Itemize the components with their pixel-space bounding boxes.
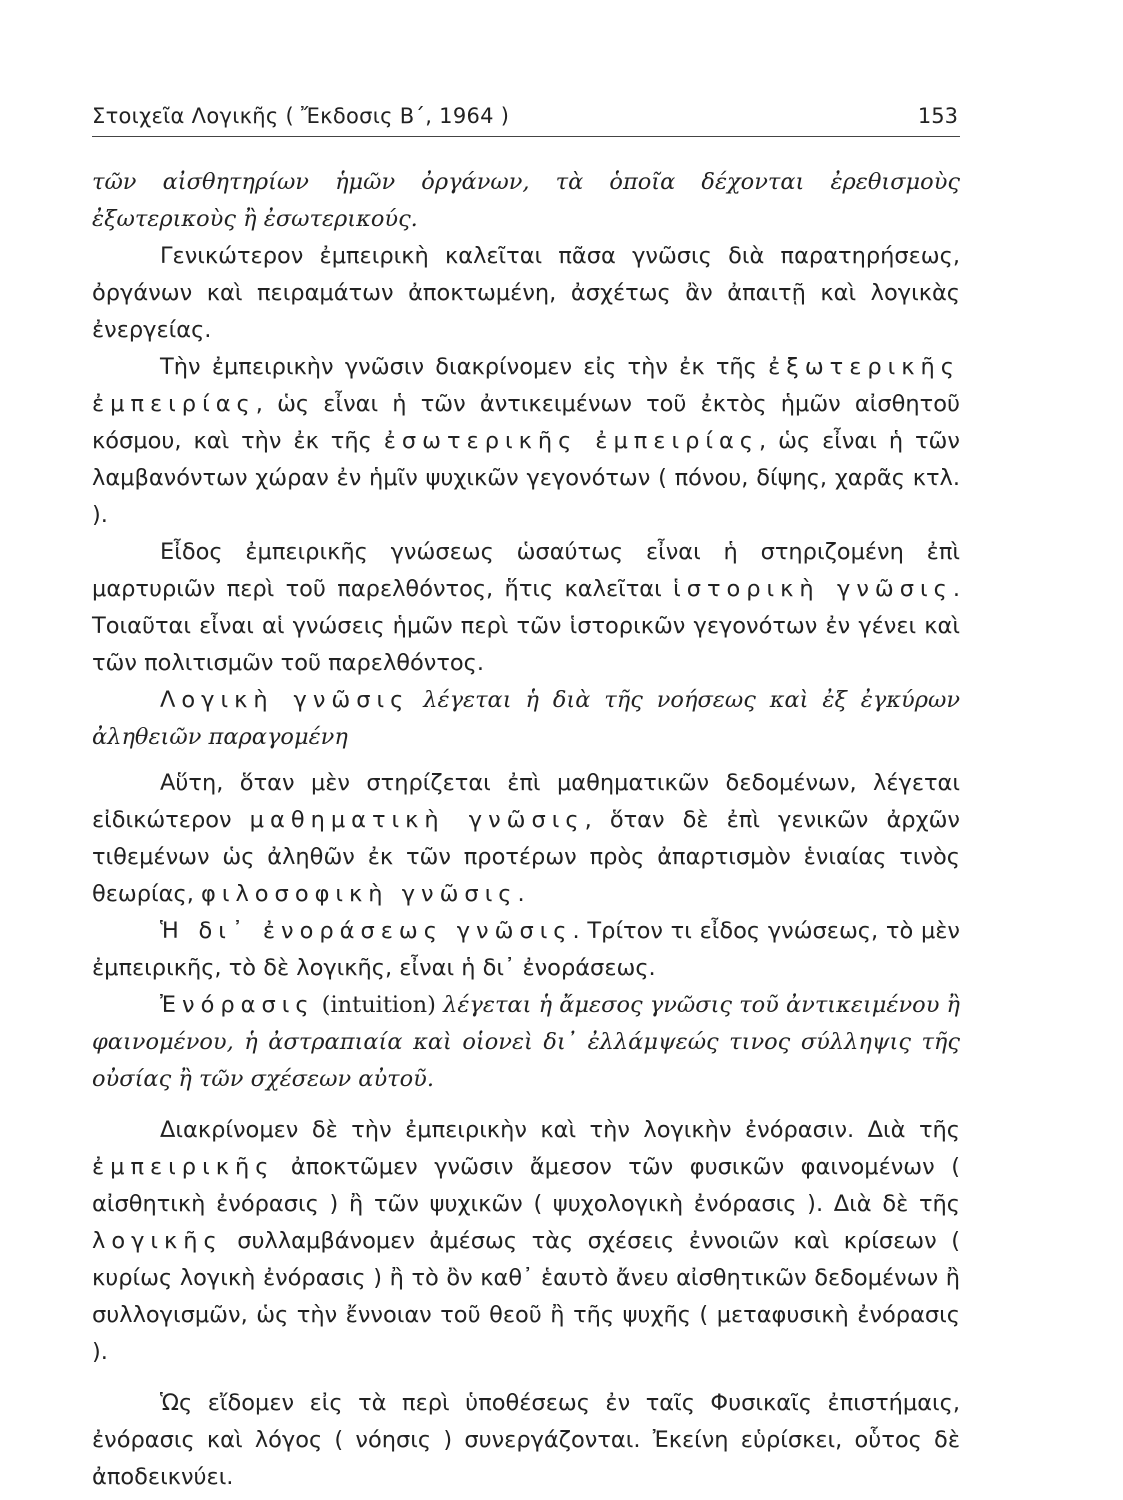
term-mathematical-knowledge: μαθηματικὴ γνῶσις <box>249 807 585 833</box>
paragraph-continuation: τῶν αἰσθητηρίων ἡμῶν ὀργάνων, τὰ ὁποῖα δέχονται ἐρεθισμοὺς ἐξωτερικοὺς ἢ ἐσωτερικούς. <box>92 169 960 232</box>
term-internal-experience: ἐσωτερικῆς ἐμπειρίας <box>383 428 760 454</box>
paragraph-math-philosophy <box>92 765 960 913</box>
text-segment: . Τρίτον τι εἶδος γνώσεως, τὸ μὲν ἐμπειρικῆς, τὸ δὲ λογικῆς, εἶναι ἡ δι᾿ ἐνοράσεως. <box>92 918 960 981</box>
term-logical-knowledge: Λογικὴ γνῶσις <box>160 687 410 713</box>
text-segment: συλλαμβάνομεν ἀμέσως τὰς σχέσεις ἐννοιῶν καὶ κρίσεων ( κυρίως λογικὴ ἐνόρασις ) ἢ τὸ ὂν καθ᾿ ἑαυτὸ ἄνευ αἰσθητικῶν δεδομένων ἢ συλλογισμῶν, ὡς τὴν ἔννοιαν τοῦ θεοῦ ἢ τῆς ψυχῆς ( μεταφυσικὴ ἐνόρασις ). <box>92 1228 960 1365</box>
paragraph-empirical-types <box>92 349 960 534</box>
paragraph-empirical-general: Γενικώτερον ἐμπειρικὴ καλεῖται πᾶσα γνῶσις διὰ παρατηρήσεως, ὀργάνων καὶ πειραμάτων ἀποκτωμένη, ἀσχέτως ἂν ἀπαιτῇ καὶ λογικὰς ἐνεργείας. <box>92 243 960 343</box>
term-philosophical-knowledge: φιλοσοφικὴ γνῶσις <box>201 881 518 907</box>
text-segment: . <box>517 881 525 907</box>
paragraph-intuition-definition <box>92 987 960 1098</box>
term-logical: λογικῆς <box>92 1228 223 1254</box>
text-segment: Τὴν ἐμπειρικὴν γνῶσιν διακρίνομεν εἰς τὴν ἐκ τῆς <box>160 354 769 380</box>
paragraph-intuitive-knowledge <box>92 913 960 987</box>
term-intuition: Ἐνόρασις <box>160 992 315 1018</box>
definition-intuition: λέγεται ἡ ἄμεσος γνῶσις τοῦ ἀντικειμένου ἢ φαινομένου, ἡ ἀστραπιαία καὶ οἱονεὶ δι᾿ ἐλλάμψεώς τινος σύλληψις τῆς οὐσίας ἢ τῶν σχέσεων αὐτοῦ. <box>92 992 961 1092</box>
term-empirical: ἐμπειρικῆς <box>92 1154 275 1180</box>
paragraph-historical-knowledge <box>92 534 960 682</box>
text-segment: . Τοιαῦται εἶναι αἱ γνώσεις ἡμῶν περὶ τῶν ἱστορικῶν γεγονότων ἐν γένει καὶ τῶν πολιτισμῶν τοῦ παρελθόντος. <box>92 576 960 676</box>
page-number: 153 <box>917 104 958 128</box>
paragraph-conclusion: Ὡς εἴδομεν εἰς τὰ περὶ ὑποθέσεως ἐν ταῖς Φυσικαῖς ἐπιστήμαις, ἐνόρασις καὶ λόγος ( νόησις ) συνεργάζονται. Ἐκείνη εὑρίσκει, οὗτος δὲ ἀποδεικνύει. <box>92 1390 960 1490</box>
term-external-experience: ἐξωτερικῆς ἐμπειρίας <box>92 354 960 417</box>
page-body <box>92 164 960 1496</box>
running-header <box>92 98 960 137</box>
term-intuition-latin: (intuition) <box>314 992 444 1018</box>
text-segment: ἀποκτῶμεν γνῶσιν ἄμεσον τῶν φυσικῶν φαινομένων ( αἰσθητικὴ ἐνόρασις ) ἢ τῶν ψυχικῶν ( ψυχολογικὴ ἐνόρασις ). Διὰ δὲ τῆς <box>92 1154 960 1217</box>
text-segment: Διακρίνομεν δὲ τὴν ἐμπειρικὴν καὶ τὴν λογικὴν ἐνόρασιν. Διὰ τῆς <box>160 1117 960 1143</box>
definition-logical-knowledge: λέγεται ἡ διὰ τῆς νοήσεως καὶ ἐξ ἐγκύρων ἀληθειῶν παραγομένη <box>92 687 960 750</box>
term-intuitive-knowledge: Ἡ δι᾿ ἐνοράσεως γνῶσις <box>160 918 573 944</box>
text-segment: , ὡς εἶναι ἡ τῶν ἀντικειμένων τοῦ ἐκτὸς ἡμῶν αἰσθητοῦ κόσμου, καὶ τὴν ἐκ τῆς <box>92 391 960 454</box>
text-segment: Αὕτη, ὅταν μὲν στηρίζεται ἐπὶ μαθηματικῶν δεδομένων, λέγεται εἰδικώτερον <box>92 770 960 833</box>
term-historical-knowledge: ἱστορικὴ γνῶσις <box>673 576 953 602</box>
header-title: Στοιχεῖα Λογικῆς ( Ἔκδοσις Β΄, 1964 ) <box>92 104 510 128</box>
text-segment: Εἶδος ἐμπειρικῆς γνώσεως ὡσαύτως εἶναι ἡ στηριζομένη ἐπὶ μαρτυριῶν περὶ τοῦ παρελθόντος, ἥτις καλεῖται <box>92 539 960 602</box>
text-segment: , ὅταν δὲ ἐπὶ γενικῶν ἀρχῶν τιθεμένων ὡς ἀληθῶν ἐκ τῶν προτέρων πρὸς ἀπαρτισμὸν ἑνιαίας τινὸς θεωρίας, <box>92 807 960 907</box>
paragraph-intuition-types <box>92 1112 960 1371</box>
text-segment: , ὡς εἶναι ἡ τῶν λαμβανόντων χώραν ἐν ἡμῖν ψυχικῶν γεγονότων ( πόνου, δίψης, χαρᾶς κτλ. ). <box>92 428 960 528</box>
paragraph-logical-knowledge <box>92 682 960 756</box>
